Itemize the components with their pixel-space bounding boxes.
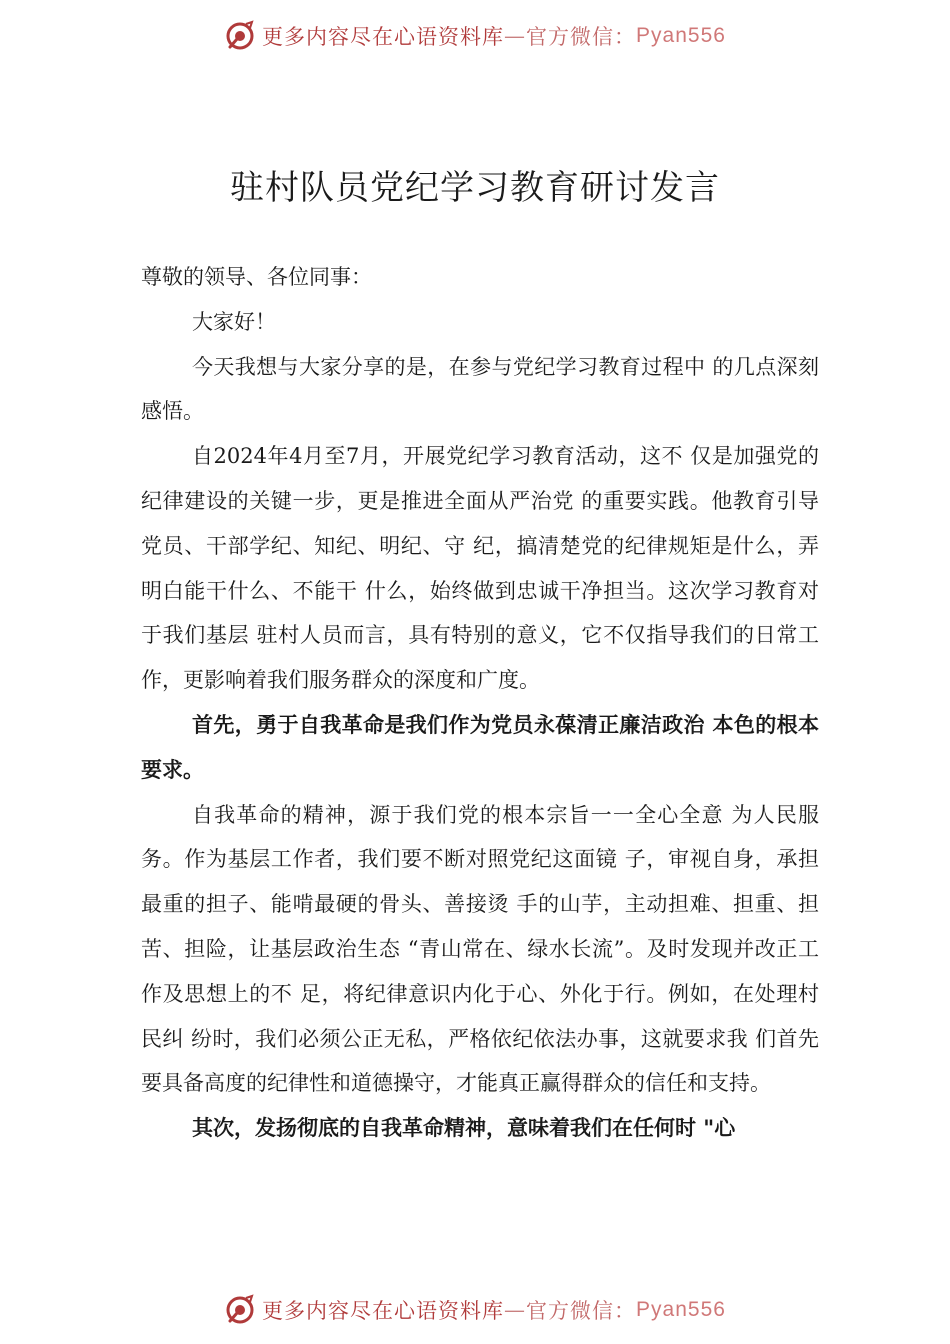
watermark-wechat-id: Pyan556 bbox=[636, 1298, 726, 1321]
pen-circle-logo-icon bbox=[224, 1294, 256, 1326]
greeting-paragraph: 大家好！ bbox=[192, 309, 276, 334]
watermark-main-text: 更多内容尽在心语资料库 bbox=[262, 1299, 505, 1323]
footer-watermark bbox=[0, 1290, 950, 1330]
watermark-main-text: 更多内容尽在心语资料库 bbox=[262, 25, 505, 49]
background-paragraph: 自2024年4月至7月，开展党纪学习教育活动，这不 仅是加强党的纪律建设的关键一步，更是推进全面从严治党 的重要实践。他教育引导党员、干部学纪、知纪、明纪、守 纪，搞清楚党的纪律规矩是什么，弄明白能干什么、不能干 什么，始终做到忠诚干净担当。这次学习教育对于我们基层 驻村人员而言，具有特别的意义，它不仅指导我们的日常工 作，更影响着我们服务群众的深度和广度。 bbox=[141, 444, 819, 693]
salutation-paragraph: 尊敬的领导、各位同事： bbox=[141, 265, 372, 289]
header-watermark bbox=[0, 16, 950, 56]
watermark-wechat-label: 官方微信： bbox=[526, 25, 637, 49]
second-point-heading: 其次，发扬彻底的自我革命精神，意味着我们在任何时 "心 bbox=[192, 1116, 736, 1141]
watermark-separator: — bbox=[504, 24, 527, 48]
watermark-wechat-label: 官方微信： bbox=[526, 1299, 637, 1323]
watermark-wechat-id: Pyan556 bbox=[636, 24, 726, 47]
document-title: 驻村队员党纪学习教育研讨发言 bbox=[230, 168, 720, 208]
pen-circle-logo-icon bbox=[224, 20, 256, 52]
first-point-paragraph: 自我革命的精神，源于我们党的根本宗旨一一全心全意 为人民服务。作为基层工作者，我们要不断对照党纪这面镜 子，审视自身，承担最重的担子、能啃最硬的骨头、善接烫 手的山芋，主动担难、担重、担苦、担险，让基层政治生态 “青山常在、绿水长流”。及时发现并改正工作及思想上的不 足，将纪律意识内化于心、外化于行。例如，在处理村民纠 纷时，我们必须公正无私，严格依纪依法办事，这就要求我 们首先要具备高度的纪律性和道德操守，才能真正赢得群众的信任和支持。 bbox=[141, 802, 819, 1096]
document-body bbox=[141, 255, 819, 1151]
watermark-separator: — bbox=[504, 1298, 527, 1322]
intro-paragraph: 今天我想与大家分享的是，在参与党纪学习教育过程中 的几点深刻感悟。 bbox=[141, 354, 819, 424]
first-point-heading: 首先，勇于自我革命是我们作为党员永葆清正廉洁政治 本色的根本要求。 bbox=[141, 712, 819, 782]
